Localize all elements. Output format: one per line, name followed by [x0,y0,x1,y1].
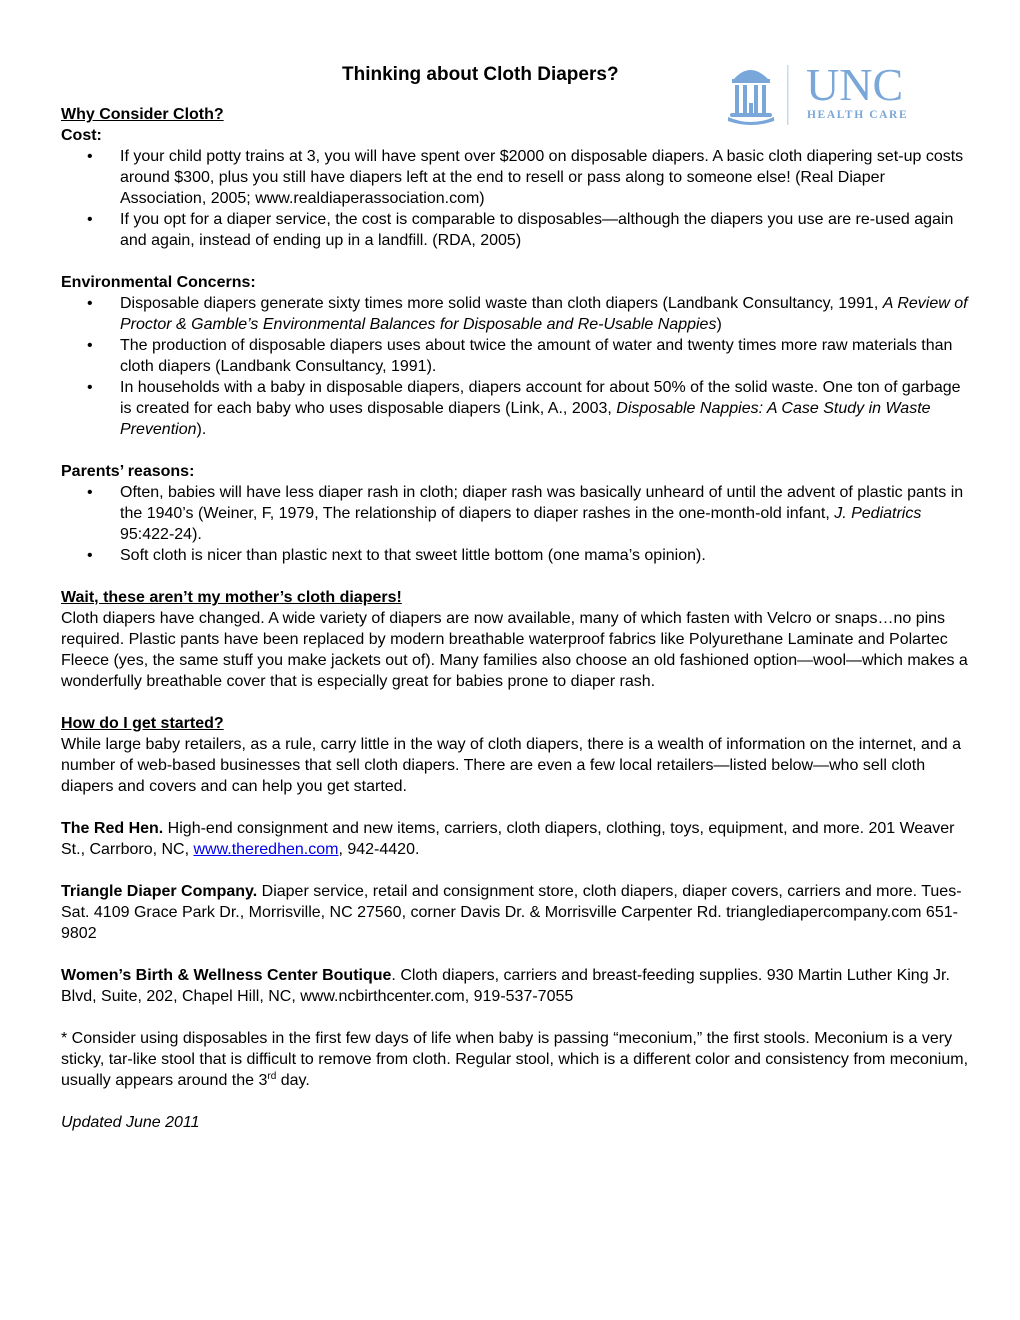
cost-list [61,146,971,251]
logo-wordmark: UNC [806,59,904,110]
page-title: Thinking about Cloth Diapers? [342,64,619,85]
citation-title: J. Pediatrics [834,505,922,522]
retailer-red-hen [61,818,971,860]
retailer-triangle [61,881,971,944]
retailer-desc: . Cloth diapers, carriers and breast-feeding supplies. 930 Martin Luther King Jr. Blvd, Suite, 202, Chapel Hill, NC, www.ncbirthcenter.com, 919-537-7055 [61,967,950,1005]
section-heading-why: Why Consider Cloth? [61,106,224,123]
environment-list [61,293,971,440]
subheading-environmental: Environmental Concerns: [61,274,256,291]
list-item [61,293,971,335]
text: ) [716,316,722,333]
retailer-desc: Diaper service, retail and consignment store, cloth diapers, diaper covers, carriers and more. Tues-Sat. 4109 Grace Park Dr., Morrisville, NC 27560, corner Davis Dr. & Morrisville Carpenter Rd. trianglediapercompany.com 651-9802 [61,883,962,942]
list-item [61,377,971,440]
start-paragraph: While large baby retailers, as a rule, carry little in the way of cloth diapers, there is a wealth of information on the internet, and a number of web-based businesses that sell cloth diapers. There are even a few local retailers—listed below—who sell cloth diapers and covers and can help you get started. [61,736,962,795]
document-body [61,104,971,1133]
section-heading-start: How do I get started? [61,715,224,732]
meconium-note [61,1028,971,1091]
citation-title: Disposable Nappies: A Case Study in Waste Prevention [120,400,931,438]
superscript: rd [267,1071,277,1082]
subheading-parents: Parents’ reasons: [61,463,195,480]
subheading-cost: Cost: [61,127,102,144]
red-hen-link[interactable]: www.theredhen.com [193,841,339,858]
list-item: • If your child potty trains at 3, you will have spent over $2000 on disposable diapers. A basic cloth diapering set-up costs around $300, plus you still have diapers left at the end to resell or pass along to someone else! (Real Diaper Association, 2005; www.realdiaperassociation.com) [61,146,971,209]
list-item: • Soft cloth is nicer than plastic next to that sweet little bottom (one mama’s opinion). [61,545,971,566]
text: day. [276,1072,310,1089]
retailer-name: Women’s Birth & Wellness Center Boutique [61,967,392,984]
citation-title: A Review of Proctor & Gamble’s Environmental Balances for Disposable and Re-Usable Nappies [120,295,968,333]
text: ). [196,421,207,438]
updated-date [61,1112,971,1133]
retailer-womens [61,965,971,1007]
text: 95:422-24). [120,526,202,543]
updated-text: Updated June 2011 [61,1114,200,1131]
parents-list [61,482,971,566]
list-item: • The production of disposable diapers uses about twice the amount of water and twenty times more raw materials than cloth diapers (Landbank Consultancy, 1991). [61,335,971,377]
retailer-name: The Red Hen. [61,820,164,837]
text: In households with a baby in disposable diapers, diapers account for about 50% of the solid waste. One ton of garbage is created for each baby who uses disposable diapers (Link, A., 2003, [120,379,961,417]
retailer-name: Triangle Diaper Company. [61,883,258,900]
text: Disposable diapers generate sixty times more solid waste than cloth diapers (Landbank Consultancy, 1991, [120,295,883,312]
retailer-desc: High-end consignment and new items, carriers, cloth diapers, clothing, toys, equipment, and more. 201 Weaver St., Carrboro, NC, [61,820,955,858]
wait-paragraph: Cloth diapers have changed. A wide variety of diapers are now available, many of which fasten with Velcro or snaps…no pins required. Plastic pants have been replaced by modern breathable waterproof fabrics like Polyurethane Laminate and Polartec Fleece (yes, the same stuff you make jackets out of). Many families also choose an old fashioned option—wool—which makes a wonderfully breathable cover that is especially great for babies prone to diaper rash. [61,610,968,690]
list-item: • If you opt for a diaper service, the cost is comparable to disposables—although the diapers you use are re-used again and again, instead of ending up in a landfill. (RDA, 2005) [61,209,971,251]
text: * Consider using disposables in the first few days of life when baby is passing “meconium,” the first stools. Meconium is a very sticky, tar-like stool that is difficult to remove from cloth. Regular stool, which is a different color and consistency from meconium, usually appears around the 3 [61,1030,969,1089]
logo-subtitle: HEALTH CARE [807,109,909,121]
section-heading-wait: Wait, these aren’t my mother’s cloth diapers! [61,589,402,606]
list-item [61,482,971,545]
retailer-phone: , 942-4420. [338,841,420,858]
text: Often, babies will have less diaper rash in cloth; diaper rash was basically unheard of until the advent of plastic pants in the 1940’s (Weiner, F, 1979, The relationship of diapers to diaper rashes in the one-month-old infant, [120,484,964,522]
